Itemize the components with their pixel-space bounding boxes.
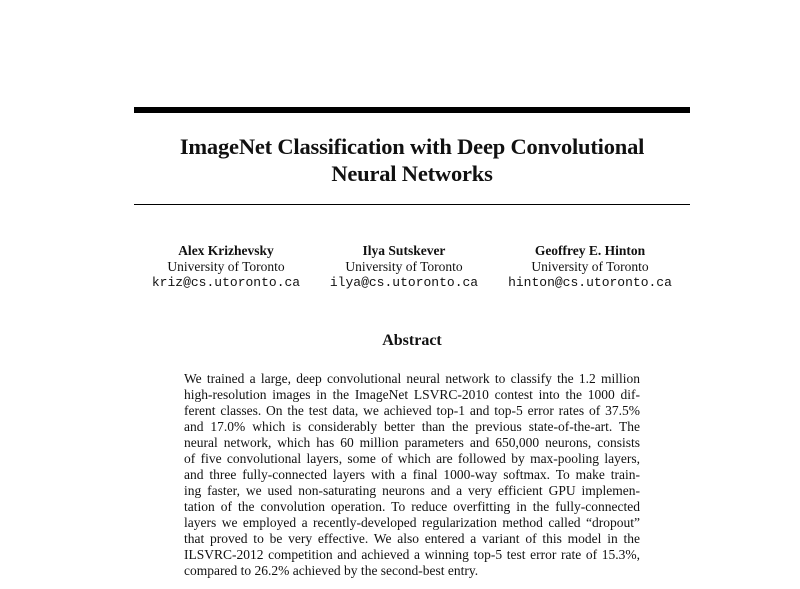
author-affiliation: University of Toronto [531,259,649,274]
abstract-line: compared to 26.2% achieved by the second-best entry. [184,563,479,578]
abstract-line: of five convolutional layers, some of which are followed by max-pooling layers, [184,451,640,466]
author-name: Geoffrey E. Hinton [534,243,646,258]
paper-title-line-2: Neural Networks [331,161,493,186]
abstract-line: tation of the convolution operation. To reduce overfitting in the fully-connected [184,499,640,514]
author-name: Alex Krizhevsky [178,243,274,258]
abstract-line: and three fully-connected layers with a final 1000-way softmax. To make train- [184,467,640,482]
abstract-line: that proved to be very effective. We also entered a variant of this model in the [184,531,640,546]
author-email: kriz@cs.utoronto.ca [151,275,301,290]
author-block-krizhevsky [126,243,326,291]
abstract-line: layers we employed a recently-developed regularization method called “dropout” [184,515,640,530]
abstract-line: and 17.0% which is considerably better than the previous state-of-the-art. The [184,419,640,434]
abstract-line: high-resolution images in the ImageNet LSVRC-2010 contest into the 1000 dif- [184,387,640,402]
abstract-line: ILSVRC-2012 competition and achieved a winning top-5 test error rate of 15.3%, [184,547,640,562]
abstract-line: neural network, which has 60 million parameters and 650,000 neurons, consists [184,435,640,450]
abstract-line: ing faster, we used non-saturating neurons and a very efficient GPU implemen- [184,483,640,498]
author-name: Ilya Sutskever [362,243,446,258]
author-affiliation: University of Toronto [167,259,285,274]
title-top-rule [134,107,690,113]
author-email: hinton@cs.utoronto.ca [508,275,672,290]
author-affiliation: University of Toronto [345,259,463,274]
abstract-line: We trained a large, deep convolutional neural network to classify the 1.2 million [184,371,640,386]
paper-title [134,133,690,187]
abstract-body [184,371,640,579]
title-bottom-rule [134,204,690,205]
author-email: ilya@cs.utoronto.ca [329,275,479,290]
paper-title-line-1: ImageNet Classification with Deep Convolutional [179,134,645,159]
author-block-hinton [490,243,690,291]
abstract-heading: Abstract [382,332,442,349]
abstract-line: ferent classes. On the test data, we achieved top-1 and top-5 error rates of 37.5% [184,403,640,418]
author-block-sutskever [304,243,504,291]
